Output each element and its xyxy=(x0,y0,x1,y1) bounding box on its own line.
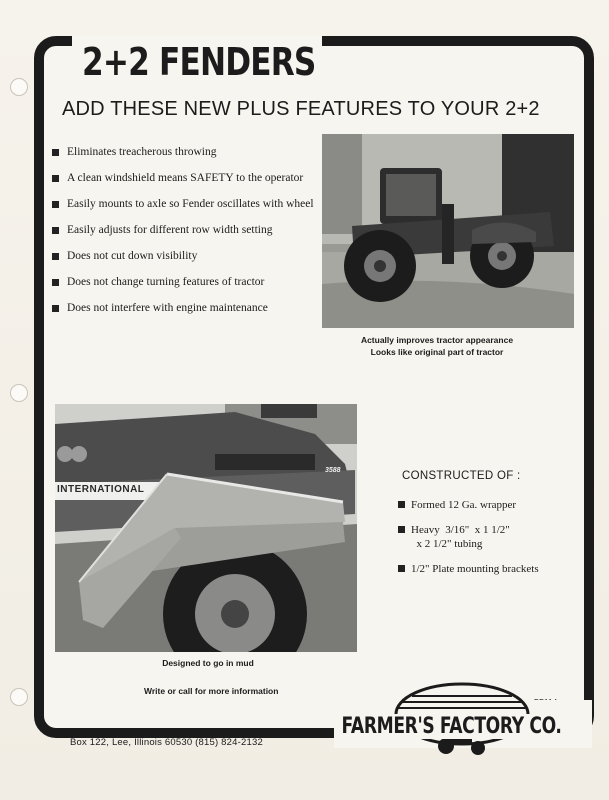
photo-caption: Actually improves tractor appearance Looks like original part of tractor xyxy=(360,335,514,357)
feature-item: A clean windshield means SAFETY to the operator xyxy=(52,172,318,185)
spec-item: Formed 12 Ga. wrapper xyxy=(398,498,570,512)
bullet-square-icon xyxy=(52,279,59,286)
bullet-square-icon xyxy=(52,149,59,156)
punch-hole xyxy=(10,688,28,706)
bullet-square-icon xyxy=(52,175,59,182)
feature-list xyxy=(52,146,318,328)
construction-list xyxy=(398,498,570,587)
bullet-square-icon xyxy=(398,565,405,572)
bullet-square-icon xyxy=(52,253,59,260)
feature-item: Eliminates treacherous throwing xyxy=(52,146,318,159)
feature-item: Easily adjusts for different row width setting xyxy=(52,224,318,237)
fender-closeup-photo xyxy=(55,404,357,652)
constructed-of-heading: CONSTRUCTED OF : xyxy=(402,470,521,482)
title-block xyxy=(72,36,322,88)
punch-hole xyxy=(10,78,28,96)
spec-item: 1/2" Plate mounting brackets xyxy=(398,562,570,576)
photo-caption: Designed to go in mud xyxy=(162,658,254,668)
company-name: FARMER'S FACTORY CO. xyxy=(341,714,562,739)
tractor-photo xyxy=(322,134,574,328)
feature-item: Does not interfere with engine maintenance xyxy=(52,302,318,315)
bullet-square-icon xyxy=(52,305,59,312)
spec-item: Heavy 3/16" x 1 1/2" x 2 1/2" tubing xyxy=(398,523,570,551)
contact-prompt: Write or call for more information xyxy=(144,686,279,696)
international-badge: INTERNATIONAL xyxy=(57,484,145,495)
page-title: 2+2 FENDERS xyxy=(82,40,316,84)
model-badge: 3588 xyxy=(325,467,341,474)
bullet-square-icon xyxy=(52,227,59,234)
company-address: Box 122, Lee, Illinois 60530 (815) 824-2132 xyxy=(70,737,263,748)
page-subtitle: ADD THESE NEW PLUS FEATURES TO YOUR 2+2 xyxy=(62,98,540,120)
feature-item: Does not change turning features of tractor xyxy=(52,276,318,289)
bullet-square-icon xyxy=(398,501,405,508)
punch-hole xyxy=(10,384,28,402)
feature-item: Easily mounts to axle so Fender oscillates with wheel xyxy=(52,198,318,211)
bullet-square-icon xyxy=(52,201,59,208)
feature-item: Does not cut down visibility xyxy=(52,250,318,263)
bullet-square-icon xyxy=(398,526,405,533)
